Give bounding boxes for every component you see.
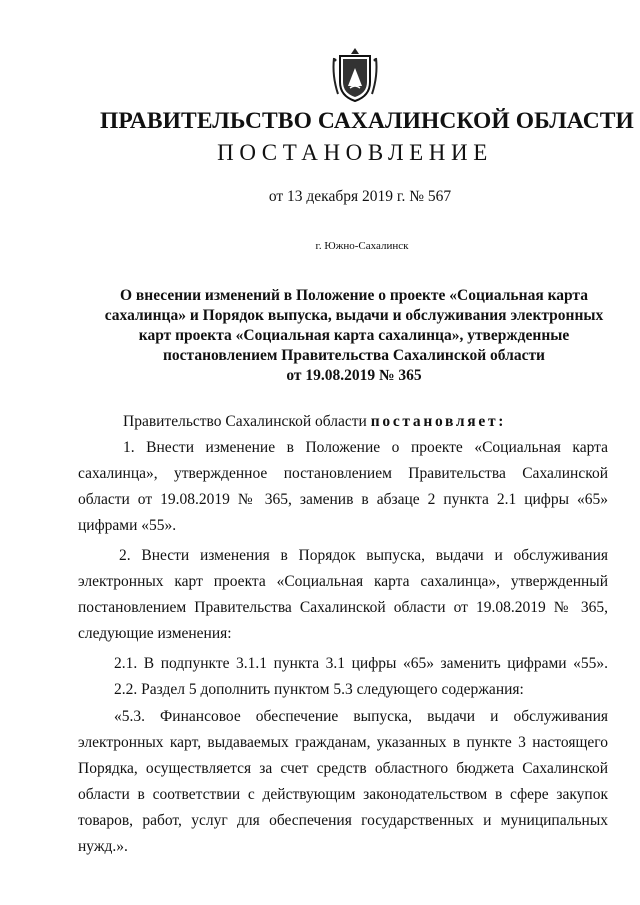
paragraph-5-3-line: «5.3. Финансовое обеспечение выпуска, выдачи и обслуживания — [114, 708, 608, 725]
paragraph-1-line: цифрами «55». — [78, 517, 177, 534]
heading-line: карт проекта «Социальная карта сахалинца», утвержденные — [138, 327, 570, 344]
intro-line — [123, 412, 506, 432]
coat-of-arms-emblem — [330, 46, 380, 104]
heading-line: постановлением Правительства Сахалинской области — [162, 347, 545, 364]
heading-line: О внесении изменений в Положение о проекте «Социальная карта — [119, 287, 588, 304]
document-city: г. Южно-Сахалинск — [315, 240, 409, 252]
paragraph-5-3-line: Порядка, осуществляется за счет средств областного бюджета Сахалинской — [78, 760, 608, 777]
government-title: ПРАВИТЕЛЬСТВО САХАЛИНСКОЙ ОБЛАСТИ — [100, 108, 634, 134]
document-date-number: от 13 декабря 2019 г. № 567 — [268, 188, 452, 205]
paragraph-2-line: электронных карт проекта «Социальная карта сахалинца», утвержденный — [78, 573, 608, 590]
intro-action: постановляет: — [370, 413, 507, 430]
paragraph-2-line: постановлением Правительства Сахалинской области от 19.08.2019 № 365, — [78, 599, 608, 616]
paragraph-1-line: 1. Внести изменение в Положение о проекте «Социальная карта — [123, 439, 608, 456]
paragraph-5-3-line: нужд.». — [78, 838, 128, 855]
heading-line: от 19.08.2019 № 365 — [286, 367, 422, 384]
sakhalin-coat-of-arms-icon — [330, 46, 380, 104]
document-type: ПОСТАНОВЛЕНИЕ — [217, 140, 493, 165]
paragraph-1-line: сахалинца», утвержденное постановлением Правительства Сахалинской — [78, 465, 608, 482]
paragraph-2-1: 2.1. В подпункте 3.1.1 пункта 3.1 цифры «65» заменить цифрами «55». — [114, 655, 608, 672]
document-heading — [90, 286, 618, 386]
paragraph-5-3-line: электронных карт, выдаваемых гражданам, указанных в пункте 3 настоящего — [78, 734, 608, 751]
paragraph-2-2: 2.2. Раздел 5 дополнить пунктом 5.3 следующего содержания: — [114, 681, 524, 698]
paragraph-2-line: следующие изменения: — [78, 625, 232, 642]
paragraph-1-line: области от 19.08.2019 № 365, заменив в абзаце 2 пункта 2.1 цифры «65» — [78, 491, 608, 508]
paragraph-5-3-line: области в соответствии с действующим законодательством в сфере закупок — [78, 786, 608, 803]
heading-line: сахалинца» и Порядок выпуска, выдачи и обслуживания электронных — [104, 307, 604, 324]
paragraph-2-line: 2. Внести изменения в Порядок выпуска, выдачи и обслуживания — [119, 547, 608, 564]
paragraph-5-3-line: товаров, работ, услуг для обеспечения государственных и муниципальных — [78, 812, 608, 829]
intro-text: Правительство Сахалинской области — [123, 413, 367, 430]
